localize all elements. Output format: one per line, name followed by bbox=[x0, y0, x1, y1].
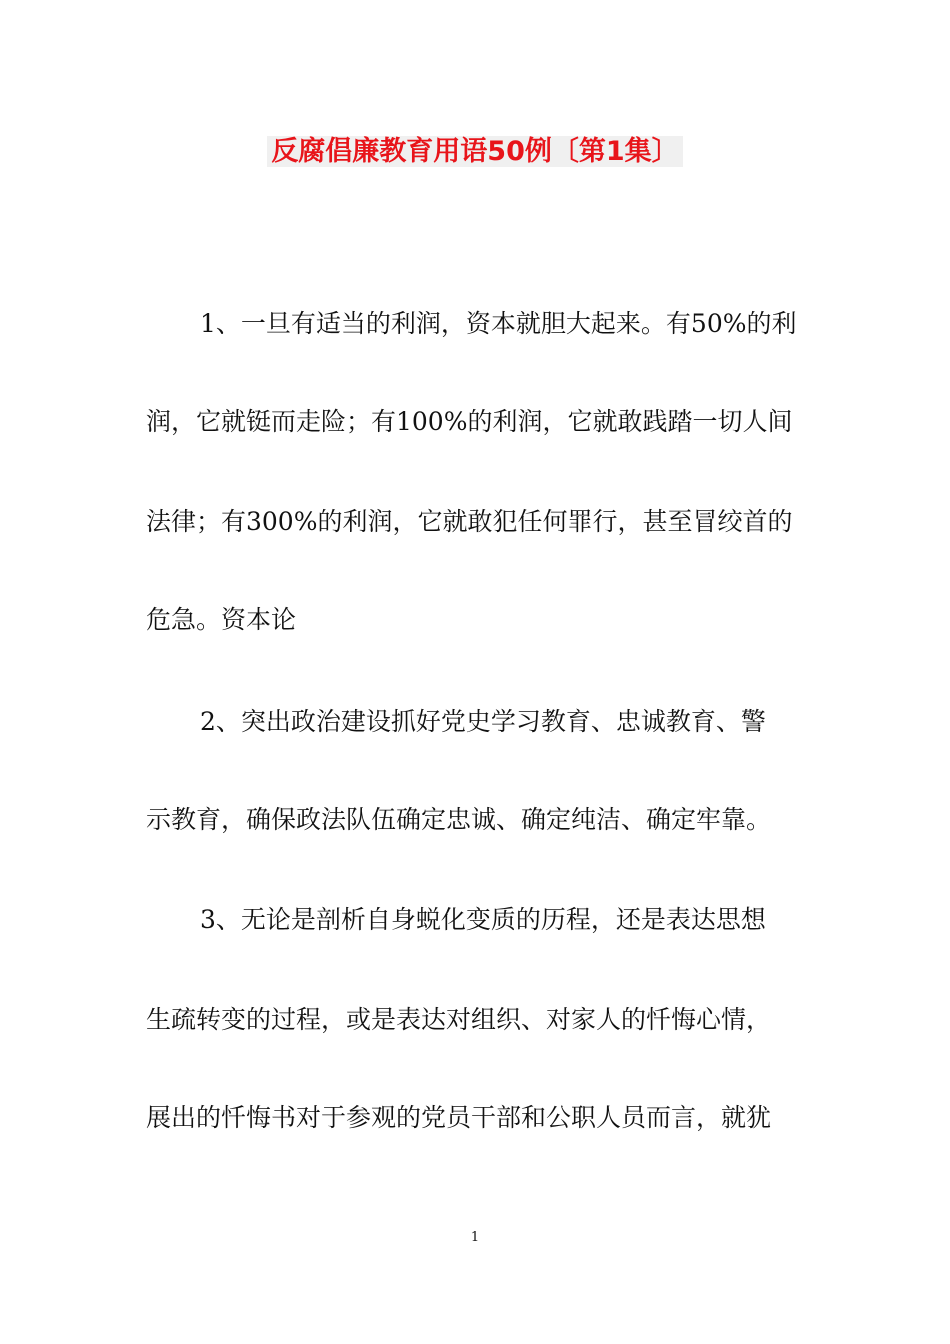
paragraph-3-line-1: 3、无论是剖析自身蜕化变质的历程，还是表达思想 bbox=[200, 905, 766, 934]
page-title bbox=[0, 132, 950, 172]
paragraph-1-line-4: 危急。资本论 bbox=[146, 605, 297, 634]
paragraph-2-line-2: 示教育，确保政法队伍确定忠诚、确定纯洁、确定牢靠。 bbox=[146, 805, 772, 834]
paragraph-3-line-2: 生疏转变的过程，或是表达对组织、对家人的忏悔心情， bbox=[146, 1005, 772, 1034]
paragraph-1-line-2: 润，它就铤而走险；有100%的利润，它就敢践踏一切人间 bbox=[146, 407, 793, 436]
page-title-text: 反腐倡廉教育用语50例〔第1集〕 bbox=[267, 136, 682, 167]
page-number: 1 bbox=[470, 1230, 480, 1245]
paragraph-1-line-1: 1、一旦有适当的利润，资本就胆大起来。有50%的利 bbox=[200, 309, 797, 338]
paragraph-1-line-3: 法律；有300%的利润，它就敢犯任何罪行，甚至冒绞首的 bbox=[146, 507, 793, 536]
paragraph-3-line-3: 展出的忏悔书对于参观的党员干部和公职人员而言，就犹 bbox=[146, 1103, 772, 1132]
paragraph-2-line-1: 2、突出政治建设抓好党史学习教育、忠诚教育、警 bbox=[200, 707, 766, 736]
